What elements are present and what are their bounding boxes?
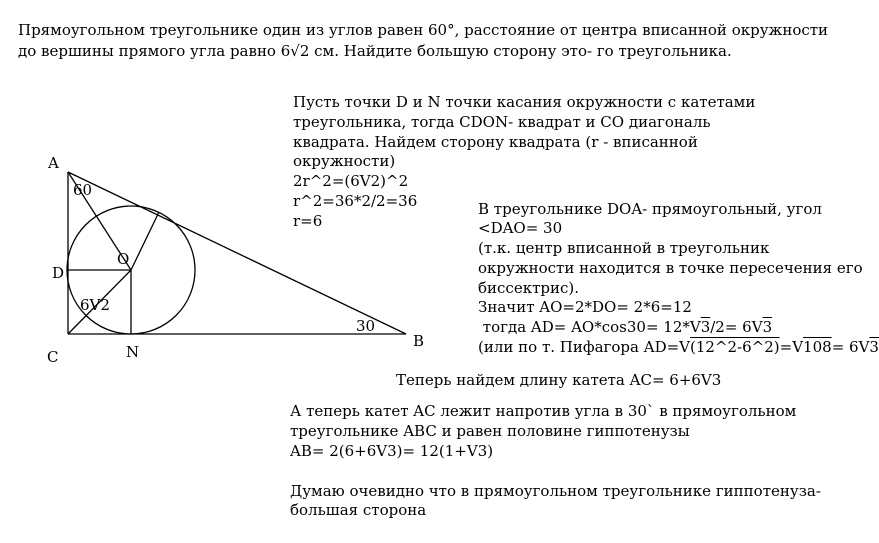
solution-b1-line-5: 2r^2=(6V2)^2 (293, 172, 409, 190)
sqrt-arg-5: 3 (869, 338, 879, 356)
solution-b2-line-5: биссектрис). (478, 279, 580, 297)
problem-line-1: Прямоугольном треугольнике один из углов равен 60°, расстояние от центра вписанной окружности (18, 21, 829, 39)
label-n: N (126, 343, 140, 361)
sqrt-arg-4: 108 (803, 338, 832, 356)
label-angle-a: 60 (73, 181, 93, 199)
pythagoras-end: = 6V (831, 338, 870, 356)
solution-b4-line-2: треугольнике ABC и равен половине гиппотенузы (290, 422, 690, 440)
solution-b4-line-6: большая сторона (290, 501, 427, 519)
label-b: B (413, 332, 425, 350)
solution-b3: Теперь найдем длину катета AC= 6+6V3 (396, 371, 722, 389)
solution-b1-line-6: r^2=36*2/2=36 (293, 192, 418, 210)
label-angle-b: 30 (356, 317, 376, 335)
solution-b1-line-2: треугольника, тогда CDON- квадрат и CO диагональ (293, 113, 711, 131)
pythagoras-mid: =V (779, 338, 804, 356)
solution-b2-line-7 (478, 317, 772, 337)
solution-b1-line-1: Пусть точки D и N точки касания окружности с катетами (293, 93, 756, 111)
sqrt-arg-2: 3 (762, 318, 773, 336)
problem-line-2: до вершины прямого угла равно 6√2 см. Найдите большую сторону это- го треугольника. (18, 42, 732, 60)
label-o: O (117, 250, 130, 268)
label-a: A (48, 154, 59, 172)
solution-b1-line-4: окружности) (293, 152, 396, 170)
ad-formula-start: тогда AD= AO*cos30= 12*V (478, 318, 701, 336)
radius-to-hypotenuse (131, 212, 159, 270)
solution-b2-line-3: (т.к. центр вписанной в треугольник (478, 239, 770, 257)
solution-b1-line-7: r=6 (293, 212, 323, 230)
ad-formula-mid: /2= 6V (710, 318, 763, 336)
solution-b4-line-5: Думаю очевидно что в прямоугольном треугольнике гиппотенуза- (290, 482, 821, 500)
solution-b2-line-2: <DAO= 30 (478, 219, 563, 237)
sqrt-arg-3: (12^2-6^2) (690, 338, 780, 356)
pythagoras-start: (или по т. Пифагора AD=V (478, 338, 690, 356)
label-co-length: 6V2 (80, 296, 110, 314)
solution-b4-line-3: AB= 2(6+6V3)= 12(1+V3) (290, 442, 494, 460)
solution-b4-line-1: А теперь катет AC лежит напротив угла в 30` в прямоугольном (290, 402, 797, 420)
solution-b2-line-1: В треугольнике DOA- прямоугольный, угол (478, 200, 822, 218)
solution-b2-line-8 (478, 337, 879, 357)
solution-b1-line-3: квадрата. Найдем сторону квадрата (r - вписанной (293, 133, 698, 151)
solution-b2-line-4: окружности находится в точке пересечения его (478, 259, 863, 277)
label-d: D (52, 264, 65, 282)
label-c: C (47, 348, 59, 366)
solution-b2-line-6: Значит AO=2*DO= 2*6=12 (478, 298, 692, 316)
sqrt-arg-1: 3 (700, 318, 711, 336)
